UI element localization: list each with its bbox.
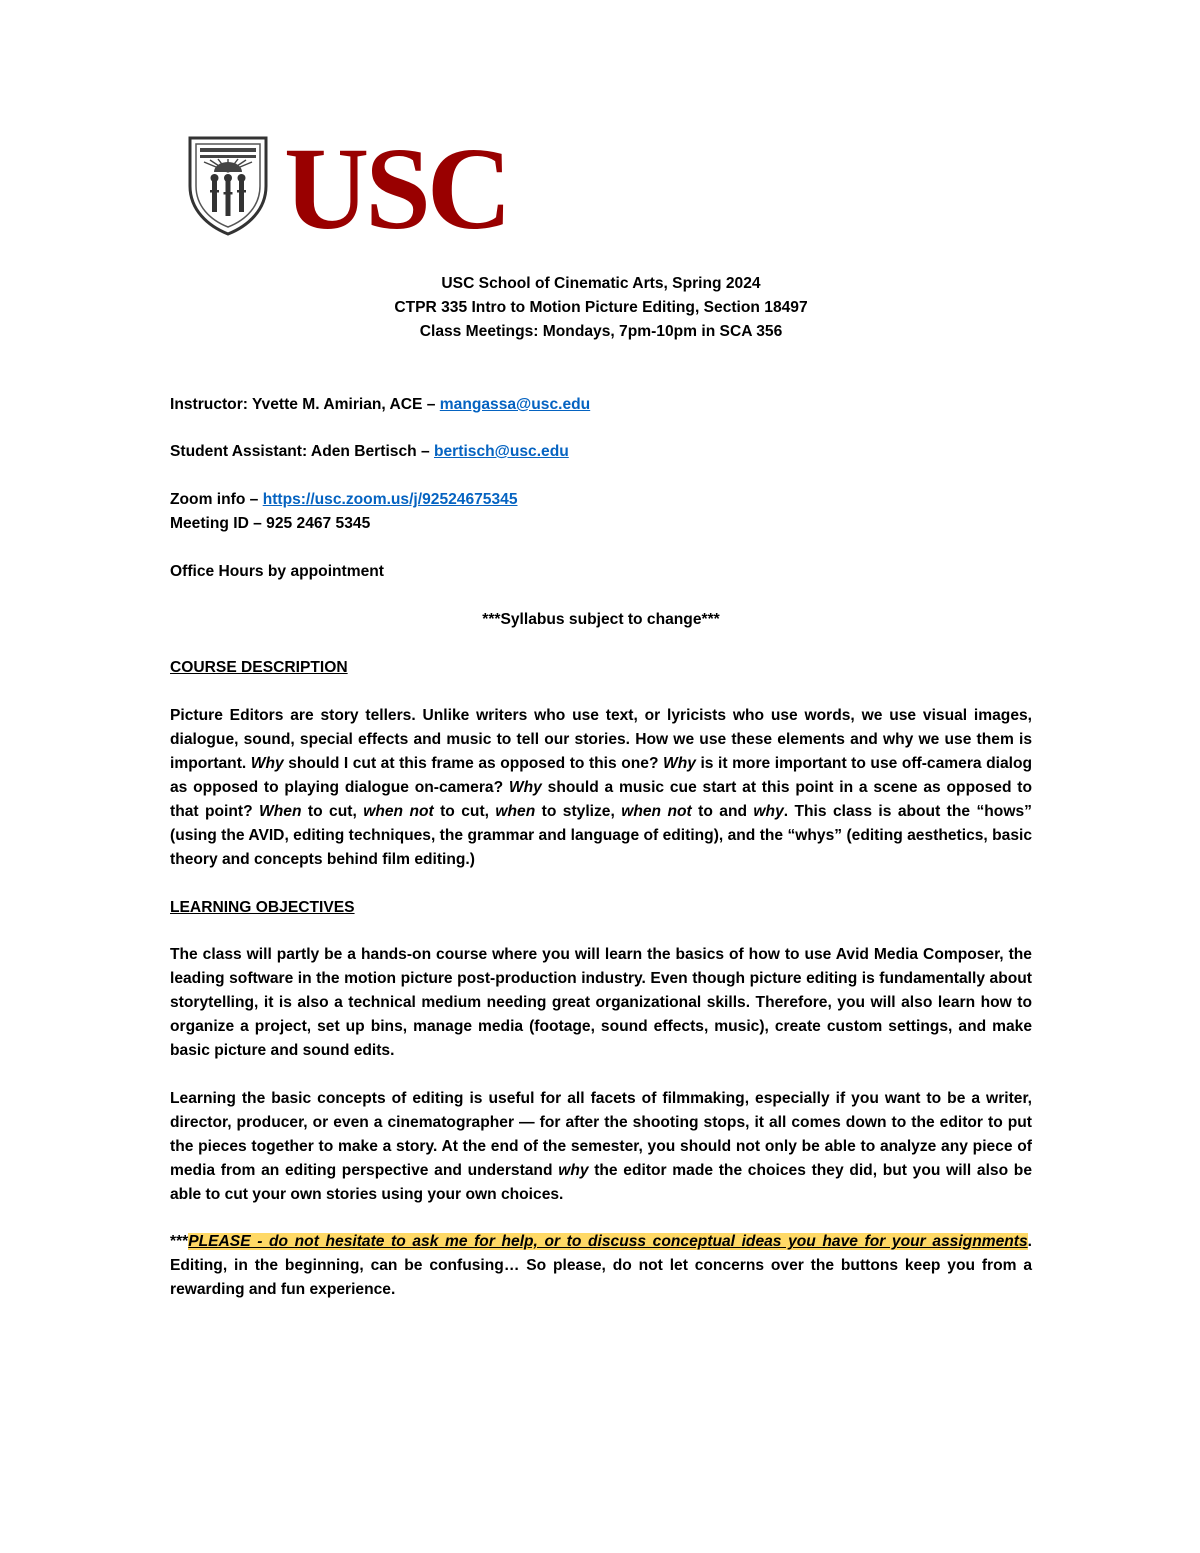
course-header (170, 272, 1032, 344)
class-meetings: Class Meetings: Mondays, 7pm-10pm in SCA 356 (419, 323, 783, 340)
instructor-label: Instructor: Yvette M. Amirian, ACE – (170, 396, 440, 413)
zoom-label: Zoom info – (170, 491, 263, 508)
zoom-link[interactable]: https://usc.zoom.us/j/92524675345 (262, 491, 518, 508)
help-note-highlight: PLEASE - do not hesitate to ask me for help, or to discuss conceptual ideas you have for your assignments (188, 1233, 1028, 1250)
usc-shield-seal-icon (186, 128, 516, 238)
office-hours: Office Hours by appointment (170, 563, 384, 580)
course-description-heading: COURSE DESCRIPTION (170, 659, 348, 676)
learning-objectives-paragraph-1: The class will partly be a hands-on course where you will learn the basics of how to use Avid Media Composer, the leading software in the motion picture post-production industry. Even though picture editing is fundamentally about storytelling, it is also a technical medium needing great organizational skills. Therefore, you will also learn how to organize a project, set up bins, manage media (footage, sound effects, music), create custom settings, and make basic picture and sound edits. (170, 946, 1032, 1059)
learning-objectives-heading: LEARNING OBJECTIVES (170, 899, 355, 916)
help-note-paragraph: ***PLEASE - do not hesitate to ask me for help, or to discuss conceptual ideas you have for your assignments. Editing, in the beginning, can be confusing… So please, do not let concerns over the buttons keep you from a rewarding and fun experience. (170, 1233, 1032, 1298)
usc-wordmark: USC (284, 128, 509, 238)
course-description-paragraph: Picture Editors are story tellers. Unlike writers who use text, or lyricists who use words, we use visual images, dialogue, sound, special effects and music to tell our stories. How we use these elements and why we use them is important. Why should I cut at this frame as opposed to this one? Why is it more important to use off-camera dialog as opposed to playing dialogue on-camera? Why should a music cue start at this point in a scene as opposed to that point? When to cut, when not to cut, when to stylize, when not to and why. This class is about the “hows” (using the AVID, editing techniques, the grammar and language of editing), and the “whys” (editing aesthetics, basic theory and concepts behind film editing.) (170, 707, 1033, 868)
instructor-email-link[interactable]: mangassa@usc.edu (439, 396, 591, 413)
usc-logo (186, 128, 516, 238)
learning-objectives-paragraph-2: Learning the basic concepts of editing is useful for all facets of filmmaking, especially if you want to be a writer, director, producer, or even a cinematographer — for after the shooting stops, it all comes down to the editor to put the pieces together to make a story. At the end of the semester, you should not only be able to analyze any piece of media from an editing perspective and understand why the editor made the choices they did, but you will also be able to cut your own stories using your own choices. (170, 1090, 1032, 1203)
assistant-label: Student Assistant: Aden Bertisch – (170, 443, 434, 460)
meeting-id: Meeting ID – 925 2467 5345 (170, 515, 371, 532)
syllabus-notice: ***Syllabus subject to change*** (482, 611, 720, 628)
course-title: CTPR 335 Intro to Motion Picture Editing, Section 18497 (394, 299, 808, 316)
school-term: USC School of Cinematic Arts, Spring 2024 (441, 275, 761, 292)
assistant-email-link[interactable]: bertisch@usc.edu (433, 443, 569, 460)
assistant-line (170, 440, 1032, 464)
zoom-line (170, 488, 1032, 512)
instructor-line (170, 393, 1032, 417)
